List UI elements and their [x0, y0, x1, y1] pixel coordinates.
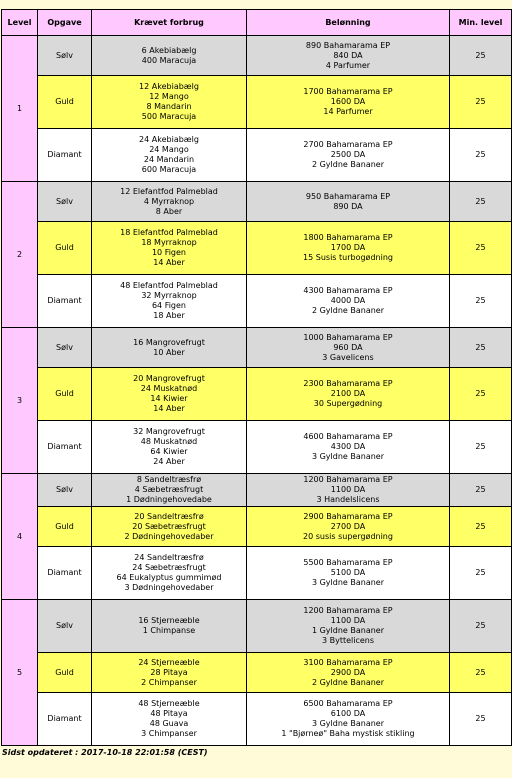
task-cell: Sølv	[38, 600, 92, 653]
reward-line: 2700 DA	[330, 521, 366, 531]
reward-cell	[247, 36, 450, 76]
table-row	[2, 36, 512, 76]
requirement-line: 4 Myrraknop	[143, 196, 195, 206]
min-level-cell: 25	[450, 547, 512, 600]
requirement-line: 600 Maracuja	[141, 165, 197, 174]
table-row	[2, 693, 512, 746]
task-cell: Guld	[38, 507, 92, 547]
task-cell: Sølv	[38, 328, 92, 368]
requirement-line: 14 Aber	[153, 404, 185, 413]
requirement-cell	[92, 36, 247, 76]
task-cell: Guld	[38, 653, 92, 693]
min-level-cell: 25	[450, 36, 512, 76]
reward-line: 6100 DA	[330, 709, 366, 718]
reward-line: 960 DA	[333, 342, 363, 352]
table-row	[2, 76, 512, 129]
requirement-cell	[92, 507, 247, 547]
requirement-line: 14 Kiwier	[150, 394, 188, 403]
reward-line: 1800 Bahamarama EP	[303, 233, 393, 242]
requirement-line: 48 Pitaya	[150, 709, 188, 718]
requirement-line: 18 Elefantfod Palmeblad	[120, 228, 218, 237]
requirement-line: 12 Mango	[149, 92, 189, 101]
requirement-line: 10 Aber	[153, 347, 185, 357]
reward-line: 1100 DA	[330, 616, 366, 625]
header-task: Opgave	[38, 10, 92, 36]
reward-line: 6500 Bahamarama EP	[303, 699, 393, 708]
reward-cell	[247, 474, 450, 507]
requirement-line: 500 Maracuja	[141, 112, 197, 121]
level-cell: 1	[2, 36, 38, 182]
reward-line: 1600 DA	[330, 97, 366, 106]
task-cell: Sølv	[38, 474, 92, 507]
requirement-line: 20 Sæbetræsfrugt	[132, 521, 206, 531]
reward-line: 1 Gyldne Bananer	[311, 626, 385, 635]
requirement-line: 20 Sandeltræsfrø	[134, 511, 204, 521]
reward-line: 30 Supergødning	[313, 399, 383, 408]
requirement-line: 48 Muskatnød	[140, 437, 198, 446]
reward-line: 2 Gyldne Bananer	[311, 677, 385, 687]
requirement-line: 2 Dødningehovedaber	[124, 531, 214, 541]
requirement-line: 32 Mangrovefrugt	[133, 427, 205, 436]
reward-line: 1000 Bahamarama EP	[303, 332, 393, 342]
reward-line: 840 DA	[333, 50, 363, 60]
reward-line: 3 Byttelicens	[321, 636, 375, 645]
reward-line: 2900 Bahamarama EP	[303, 511, 393, 521]
requirement-line: 24 Sæbetræsfrugt	[132, 563, 206, 572]
reward-line: 14 Parfumer	[323, 107, 373, 116]
reward-line: 2700 Bahamarama EP	[303, 140, 393, 149]
task-cell: Diamant	[38, 275, 92, 328]
min-level-cell: 25	[450, 129, 512, 182]
reward-line: 3 Gavelicens	[322, 352, 374, 362]
requirement-cell	[92, 328, 247, 368]
task-cell: Diamant	[38, 547, 92, 600]
last-updated: Sidst opdateret : 2017-10-18 22:01:58 (CEST)	[2, 748, 208, 757]
table-row	[2, 547, 512, 600]
requirement-cell	[92, 76, 247, 129]
requirement-line: 48 Guava	[149, 719, 189, 728]
requirement-line: 400 Maracuja	[141, 55, 197, 65]
requirement-line: 2 Chimpanser	[141, 677, 197, 687]
level-cell: 3	[2, 328, 38, 474]
min-level-cell: 25	[450, 368, 512, 421]
reward-line: 5100 DA	[330, 568, 366, 577]
requirement-line: 16 Stjerneæble	[138, 616, 200, 625]
reward-cell	[247, 129, 450, 182]
requirement-line: 12 Elefantfod Palmeblad	[120, 186, 218, 196]
level-cell: 5	[2, 600, 38, 746]
reward-cell	[247, 275, 450, 328]
task-cell: Guld	[38, 76, 92, 129]
table-row	[2, 474, 512, 507]
requirement-line: 24 Sandeltræsfrø	[134, 553, 204, 562]
tasks-table-body	[2, 36, 512, 746]
header-level: Level	[2, 10, 38, 36]
requirement-cell	[92, 600, 247, 653]
table-row	[2, 275, 512, 328]
reward-line: 2300 Bahamarama EP	[303, 379, 393, 388]
reward-line: 4300 DA	[330, 442, 366, 451]
requirement-line: 10 Figen	[151, 248, 187, 257]
requirement-cell	[92, 653, 247, 693]
reward-line: 2100 DA	[330, 389, 366, 398]
requirement-cell	[92, 182, 247, 222]
requirement-line: 18 Myrraknop	[141, 238, 197, 247]
reward-cell	[247, 222, 450, 275]
requirement-line: 24 Stjerneæble	[138, 657, 200, 667]
table-row	[2, 600, 512, 653]
requirement-line: 48 Stjerneæble	[138, 699, 200, 708]
requirement-line: 64 Figen	[151, 301, 187, 310]
requirement-line: 20 Mangrovefrugt	[133, 374, 205, 383]
requirement-line: 24 Akebiabælg	[139, 135, 199, 144]
min-level-cell: 25	[450, 653, 512, 693]
requirement-cell	[92, 474, 247, 507]
reward-line: 3 Gyldne Bananer	[311, 452, 385, 461]
requirement-cell	[92, 222, 247, 275]
requirement-line: 3 Chimpanser	[141, 729, 197, 738]
header-min-level: Min. level	[450, 10, 512, 36]
table-row	[2, 222, 512, 275]
reward-cell	[247, 600, 450, 653]
min-level-cell: 25	[450, 474, 512, 507]
requirement-line: 18 Aber	[153, 311, 185, 320]
reward-line: 2500 DA	[330, 150, 366, 159]
reward-line: 2900 DA	[330, 667, 366, 677]
table-row	[2, 507, 512, 547]
reward-cell	[247, 653, 450, 693]
reward-cell	[247, 368, 450, 421]
reward-line: 15 Susis turbogødning	[303, 253, 393, 262]
min-level-cell: 25	[450, 76, 512, 129]
task-cell: Diamant	[38, 129, 92, 182]
reward-cell	[247, 547, 450, 600]
requirement-cell	[92, 129, 247, 182]
reward-line: 1200 Bahamarama EP	[303, 606, 393, 615]
tasks-table	[1, 9, 512, 746]
requirement-line: 14 Aber	[153, 258, 185, 267]
requirement-line: 8 Mandarin	[146, 102, 192, 111]
table-row	[2, 421, 512, 474]
min-level-cell: 25	[450, 507, 512, 547]
min-level-cell: 25	[450, 222, 512, 275]
reward-line: 5500 Bahamarama EP	[303, 558, 393, 567]
task-cell: Guld	[38, 222, 92, 275]
reward-line: 4300 Bahamarama EP	[303, 286, 393, 295]
min-level-cell: 25	[450, 600, 512, 653]
requirement-line: 8 Sandeltræsfrø	[136, 475, 202, 484]
reward-cell	[247, 421, 450, 474]
requirement-line: 1 Dødningehovedabe	[126, 495, 212, 504]
task-cell: Sølv	[38, 182, 92, 222]
table-row	[2, 182, 512, 222]
requirement-line: 12 Akebiabælg	[139, 82, 199, 91]
requirement-cell	[92, 275, 247, 328]
reward-line: 3 Gyldne Bananer	[311, 578, 385, 587]
requirement-line: 24 Muskatnød	[140, 384, 198, 393]
requirement-line: 28 Pitaya	[150, 667, 188, 677]
reward-line: 4000 DA	[330, 296, 366, 305]
reward-line: 890 DA	[333, 201, 363, 211]
task-cell: Diamant	[38, 421, 92, 474]
requirement-line: 24 Mango	[149, 145, 189, 154]
reward-line: 890 Bahamarama EP	[305, 40, 391, 50]
min-level-cell: 25	[450, 275, 512, 328]
task-cell: Sølv	[38, 36, 92, 76]
reward-line: 1200 Bahamarama EP	[303, 475, 393, 484]
reward-line: 1100 DA	[330, 485, 366, 494]
reward-line: 3 Handelslicens	[316, 495, 380, 504]
table-row	[2, 328, 512, 368]
requirement-line: 1 Chimpanse	[142, 626, 196, 635]
min-level-cell: 25	[450, 421, 512, 474]
reward-cell	[247, 693, 450, 746]
task-cell: Diamant	[38, 693, 92, 746]
header-row	[2, 10, 512, 36]
requirement-line: 3 Dødningehovedaber	[124, 583, 214, 592]
reward-line: 3100 Bahamarama EP	[303, 657, 393, 667]
level-cell: 4	[2, 474, 38, 600]
min-level-cell: 25	[450, 693, 512, 746]
task-cell: Guld	[38, 368, 92, 421]
reward-line: 4600 Bahamarama EP	[303, 432, 393, 441]
reward-cell	[247, 328, 450, 368]
requirement-cell	[92, 421, 247, 474]
requirement-cell	[92, 547, 247, 600]
requirement-line: 48 Elefantfod Palmeblad	[120, 281, 218, 290]
requirement-line: 24 Mandarin	[143, 155, 195, 164]
requirement-line: 64 Kiwier	[150, 447, 188, 456]
requirement-line: 6 Akebiabælg	[141, 45, 197, 55]
requirement-line: 24 Aber	[153, 457, 185, 466]
level-cell: 2	[2, 182, 38, 328]
reward-line: 950 Bahamarama EP	[305, 191, 391, 201]
reward-line: 1700 Bahamarama EP	[303, 87, 393, 96]
min-level-cell: 25	[450, 328, 512, 368]
table-row	[2, 129, 512, 182]
reward-line: 2 Gyldne Bananer	[311, 306, 385, 315]
reward-line: 1 "Bjørneø" Baha mystisk stikling	[281, 729, 415, 738]
requirement-line: 16 Mangrovefrugt	[133, 337, 205, 347]
min-level-cell: 25	[450, 182, 512, 222]
reward-line: 2 Gyldne Bananer	[311, 160, 385, 169]
table-row	[2, 653, 512, 693]
reward-line: 3 Gyldne Bananer	[311, 719, 385, 728]
requirement-line: 8 Aber	[155, 206, 183, 216]
table-row	[2, 368, 512, 421]
requirement-line: 4 Sæbetræsfrugt	[134, 485, 204, 494]
header-requirement: Krævet forbrug	[92, 10, 247, 36]
reward-line: 20 susis supergødning	[303, 531, 393, 541]
reward-cell	[247, 76, 450, 129]
reward-cell	[247, 507, 450, 547]
header-reward: Belønning	[247, 10, 450, 36]
requirement-line: 64 Eukalyptus gummimød	[116, 573, 222, 582]
requirement-line: 32 Myrraknop	[141, 291, 197, 300]
requirement-cell	[92, 368, 247, 421]
requirement-cell	[92, 693, 247, 746]
reward-cell	[247, 182, 450, 222]
reward-line: 4 Parfumer	[325, 60, 371, 70]
reward-line: 1700 DA	[330, 243, 366, 252]
